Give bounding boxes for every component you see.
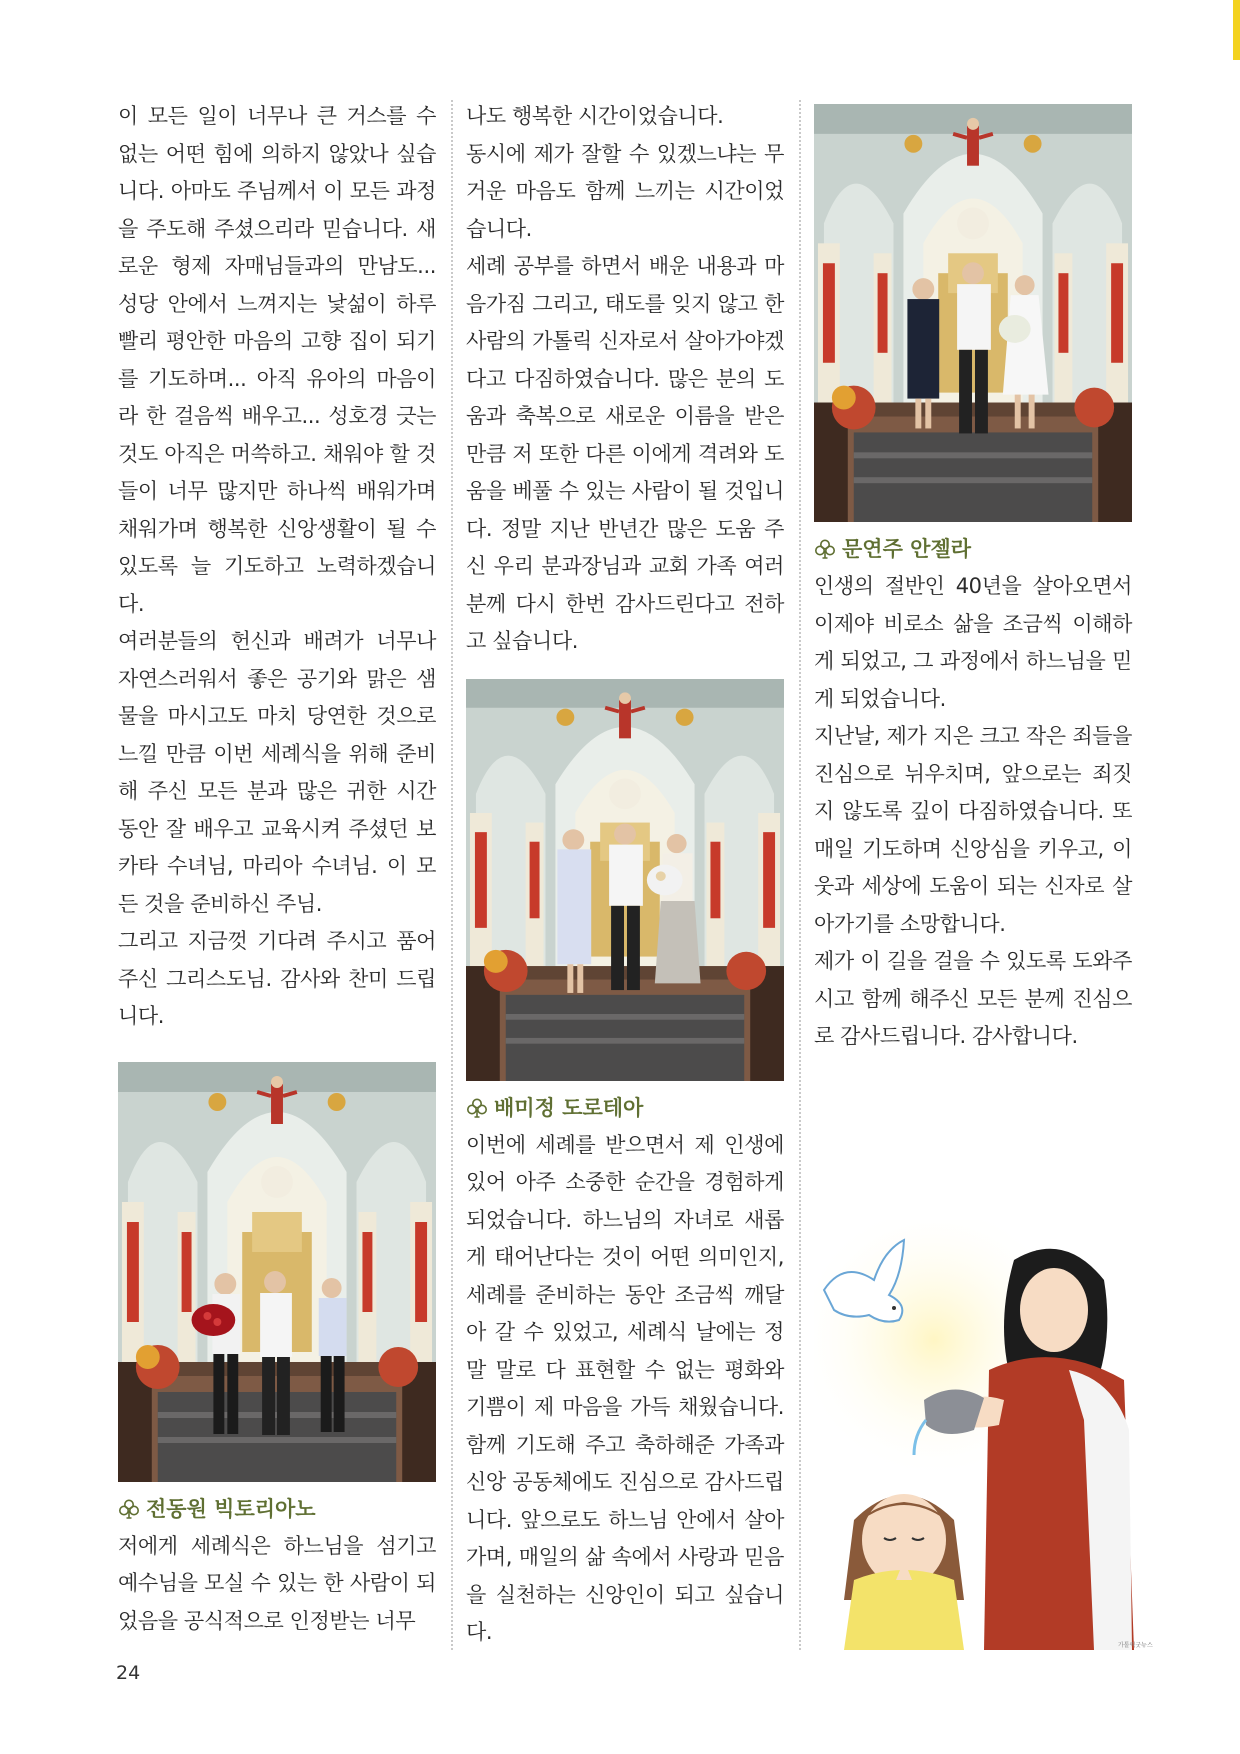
column-2 bbox=[466, 98, 784, 1652]
testimony-paragraph: 이번에 세례를 받으면서 제 인생에 있어 아주 소중한 순간을 경험하게 되었습니다. 하느님의 자녀로 새롭게 태어난다는 것이 어떤 의미인지, 세례를 준비하는 동안 조금씩 깨달아 갈 수 있었고, 세례식 날에는 정말 말로 다 표현할 수 없는 평화와 기쁨이 제 마음을 가득 채웠습니다. 함께 기도해 주고 축하해준 가족과 신앙 공동체에도 진심으로 감사드립니다. 앞으로도 하느님 안에서 살아가며, 매일의 삶 속에서 사랑과 믿음을 실천하는 신앙인이 되고 싶습니다. bbox=[466, 1132, 784, 1644]
column-divider bbox=[451, 100, 453, 1650]
column-divider bbox=[799, 100, 801, 1650]
illustration-credit: 가톨릭굿뉴스 bbox=[1118, 1642, 1153, 1649]
body-paragraph: 나도 행복한 시간이었습니다. bbox=[466, 104, 724, 128]
name-heading bbox=[118, 1492, 436, 1526]
testimony-paragraph: 저에게 세례식은 하느님을 섬기고 예수님을 모실 수 있는 한 사람이 되었음을 공식적으로 인정받는 너무 bbox=[118, 1533, 436, 1633]
body-paragraph: 세례 공부를 하면서 배운 내용과 마음가짐 그리고, 태도를 잊지 않고 한 사람의 가톨릭 신자로서 살아가야겠다고 다짐하였습니다. 많은 분의 도움과 축복으로 새로운 이름을 받은 만큼 저 또한 다른 이에게 격려와 도움을 베풀 수 있는 사람이 될 것입니다. 정말 지난 반년간 많은 도움 주신 우리 분과장님과 교회 가족 여러분께 다시 한번 감사드린다고 전하고 싶습니다. bbox=[466, 254, 784, 653]
clover-icon bbox=[118, 1498, 140, 1520]
column-1 bbox=[118, 98, 436, 1640]
body-paragraph: 이 모든 일이 너무나 큰 거스를 수 없는 어떤 힘에 의하지 않았나 싶습니다. 아마도 주님께서 이 모든 과정을 주도해 주셨으리라 믿습니다. 새로운 형제 자매님들과의 만남도... 성당 안에서 느껴지는 낯섦이 하루 빨리 평안한 마음의 고향 집이 되기를 기도하며... 아직 유아의 마음이라 한 걸음씩 배우고... 성호경 긋는 것도 아직은 머쓱하고. 채워야 할 것들이 너무 많지만 하나씩 배워가며 채워가며 행복한 신앙생활이 될 수 있도록 늘 기도하고 노력하겠습니다. bbox=[118, 104, 436, 616]
group-photo-jeon-dongwon bbox=[118, 1062, 436, 1482]
clover-icon bbox=[814, 538, 836, 560]
testimony-paragraph: 지난날, 제가 지은 크고 작은 죄들을 진심으로 뉘우치며, 앞으로는 죄짓지 않도록 깊이 다짐하였습니다. 또 매일 기도하며 신앙심을 키우고, 이웃과 세상에 도움이 되는 신자로 살아가기를 소망합니다. bbox=[814, 724, 1132, 936]
body-paragraph: 그리고 지금껏 기다려 주시고 품어 주신 그리스도님. 감사와 찬미 드립니다. bbox=[118, 929, 436, 1028]
group-photo-bae-mijeong bbox=[466, 679, 784, 1081]
name-label: 문연주 안젤라 bbox=[842, 537, 972, 561]
name-label: 배미정 도로테아 bbox=[494, 1095, 644, 1120]
group-photo-moon-yeonju bbox=[814, 104, 1132, 522]
clover-icon bbox=[466, 1097, 488, 1119]
testimony-paragraph: 인생의 절반인 40년을 살아오면서 이제야 비로소 삶을 조금씩 이해하게 되었고, 그 과정에서 하느님을 믿게 되었습니다. bbox=[814, 574, 1132, 711]
baptism-illustration bbox=[814, 1220, 1144, 1650]
name-heading bbox=[814, 532, 1132, 566]
page-number: 24 bbox=[116, 1662, 141, 1684]
page-edge-tab bbox=[1233, 0, 1240, 60]
name-heading bbox=[466, 1091, 784, 1125]
column-3 bbox=[814, 104, 1132, 1056]
body-paragraph: 동시에 제가 잘할 수 있겠느냐는 무거운 마음도 함께 느끼는 시간이었습니다. bbox=[466, 141, 784, 241]
body-paragraph: 여러분들의 헌신과 배려가 너무나 자연스러워서 좋은 공기와 맑은 샘물을 마시고도 마치 당연한 것으로 느낄 만큼 이번 세례식을 위해 준비해 주신 모든 분과 많은 귀한 시간 동안 잘 배우고 교육시켜 주셨던 보카타 수녀님, 마리아 수녀님. 이 모든 것을 준비하신 주님. bbox=[118, 629, 436, 916]
name-label: 전동원 빅토리아노 bbox=[146, 1496, 316, 1521]
child-figure bbox=[844, 1494, 964, 1650]
testimony-paragraph: 제가 이 길을 걸을 수 있도록 도와주시고 함께 해주신 모든 분께 진심으로 감사드립니다. 감사합니다. bbox=[814, 949, 1132, 1048]
